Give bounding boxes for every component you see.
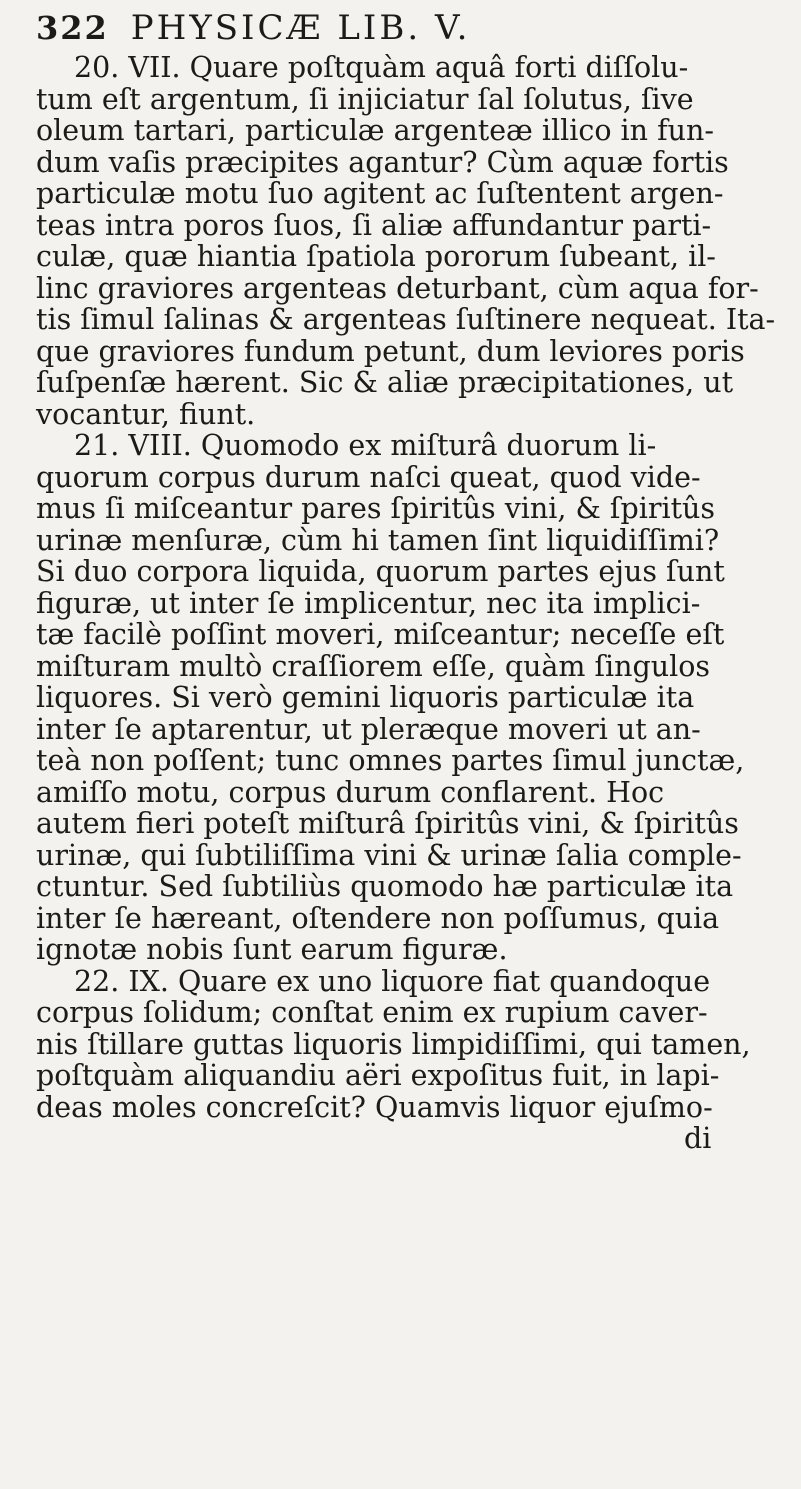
- text-line: figuræ, ut inter ſe implicentur, nec ita implici-: [36, 586, 701, 620]
- text-line: urinæ, qui ſubtiliſſima vini & urinæ ſalia comple-: [36, 838, 742, 872]
- text-line: particulæ motu ſuo agitent ac ſuſtentent argen-: [36, 177, 724, 210]
- text-line: vocantur, fiunt.: [36, 397, 256, 431]
- text-line: dum vaſis præcipites agantur? Cùm aquæ fortis: [36, 145, 729, 179]
- text-line: amiſſo motu, corpus durum conflarent. Hoc: [36, 775, 665, 809]
- text-line: inter ſe hæreant, oſtendere non poſſumus, quia: [36, 901, 720, 935]
- catchword: di: [684, 1122, 712, 1155]
- text-line: teas intra poros ſuos, ſi aliæ affundantur parti-: [36, 208, 712, 242]
- text-line: ignotæ nobis ſunt earum figuræ.: [36, 933, 508, 966]
- text-line: poſtquàm aliquandiu aëri expoſitus fuit, in lapi-: [36, 1059, 720, 1092]
- text-line: teà non poſſent; tunc omnes partes ſimul junctæ,: [36, 744, 745, 777]
- text-line: quorum corpus durum naſci queat, quod vide-: [36, 460, 701, 494]
- running-title: PHYSICÆ LIB. V.: [130, 8, 471, 48]
- paragraph-start-line: 22. IX. Quare ex uno liquore fiat quandoque: [74, 964, 711, 998]
- text-line: deas moles concreſcit? Quamvis liquor ejuſmo-: [36, 1090, 713, 1124]
- text-line: tum eſt argentum, ſi injiciatur ſal ſolutus, ſive: [36, 82, 694, 116]
- text-line: que graviores fundum petunt, dum leviores poris: [36, 334, 745, 368]
- text-line: mus ſi miſceantur pares ſpiritûs vini, & ſpiritûs: [36, 492, 716, 525]
- text-line: miſturam multò craſſiorem eſſe, quàm ſingulos: [36, 649, 711, 683]
- text-line: oleum tartari, particulæ argenteæ illico in fun-: [36, 114, 714, 147]
- paragraph-start-line: 20. VII. Quare poſtquàm aquâ forti diſſolu-: [74, 51, 689, 84]
- text-line: autem fieri poteſt miſturâ ſpiritûs vini, & ſpiritûs: [36, 807, 739, 840]
- text-line: linc graviores argenteas deturbant, cùm aqua for-: [36, 271, 759, 305]
- text-line: nis ſtillare guttas liquoris limpidiſſimi, qui tamen,: [36, 1027, 751, 1061]
- text-line: inter ſe aptarentur, ut pleræque moveri ut an-: [36, 712, 701, 746]
- text-line: corpus ſolidum; conſtat enim ex rupium caver-: [36, 996, 708, 1029]
- text-line: ctuntur. Sed ſubtiliùs quomodo hæ particulæ ita: [36, 870, 734, 903]
- page-number: 322: [36, 9, 109, 47]
- text-line: tæ facilè poſſint moveri, miſceantur; neceſſe eſt: [36, 618, 725, 651]
- text-line: culæ, quæ hiantia ſpatiola pororum ſubeant, il-: [36, 240, 716, 273]
- paragraph-start-line: 21. VIII. Quomodo ex miſturâ duorum li-: [74, 429, 657, 462]
- body-text: [36, 52, 776, 1155]
- text-line: ſuſpenſæ hærent. Sic & aliæ præcipitationes, ut: [36, 366, 734, 399]
- text-line: tis ſimul ſalinas & argenteas ſuſtinere nequeat. Ita-: [36, 303, 776, 336]
- text-line: liquores. Si verò gemini liquoris particulæ ita: [36, 681, 695, 714]
- text-line: urinæ menſuræ, cùm hi tamen ſint liquidiſſimi?: [36, 523, 720, 557]
- text-line: Si duo corpora liquida, quorum partes ejus ſunt: [36, 555, 725, 588]
